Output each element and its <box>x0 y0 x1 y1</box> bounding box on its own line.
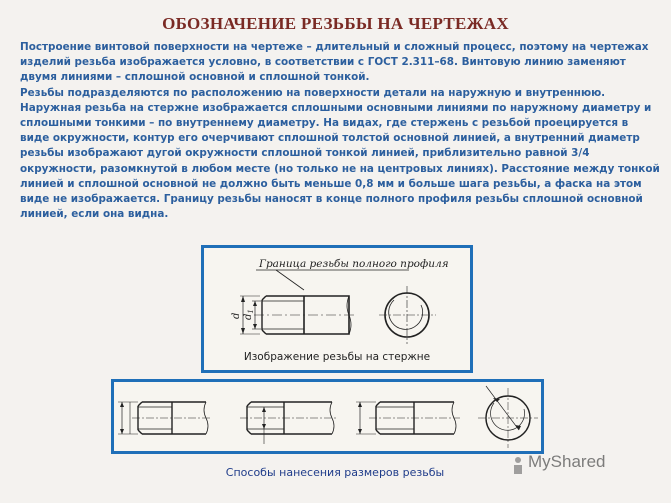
arrow-d1-top <box>253 301 257 306</box>
arrow-d-bottom <box>241 328 245 334</box>
rod-variant-3 <box>356 402 460 434</box>
figure1-caption: Изображение резьбы на стержне <box>243 351 431 363</box>
paragraph-2: Резьбы подразделяются по расположению на поверхности детали на наружную и внутреннюю. <box>20 86 606 99</box>
leader-line <box>276 270 304 290</box>
chamfer-top <box>262 296 266 300</box>
logo-person-icon <box>514 465 522 474</box>
page-title: ОБОЗНАЧЕНИЕ РЕЗЬБЫ НА ЧЕРТЕЖАХ <box>162 14 509 33</box>
rod-variant-2 <box>240 402 338 444</box>
dimension-methods-drawing <box>114 382 541 451</box>
body-text <box>20 40 660 222</box>
figure2-caption: Способы нанесения размеров резьбы <box>225 466 445 479</box>
watermark-text: MyShared <box>528 452 606 471</box>
label-d1-main: d <box>243 313 254 320</box>
paragraph-3: Наружная резьба на стержне изображается сплошными основными линиями по наружному диаметру и сплошными тонкими – по внутреннему диаметру. На видах, где стержень с резьбой проецируется в виде окружности, контур его очерчивают сплошной толстой основной линией, а внутренний диаметр резьбы изображают дугой окружности сплошной тонкой линией, приблизительно равной 3/4 окружности, разомкнутой в любом месте (но только не на центровых линиях). Расстояние между тонкой линией и сплошной основной не должно быть меньше 0,8 мм и больше шага резьбы, а фаска на этом виде не изображается. Границу резьбы наносят в конце полного профиля резьбы сплошной основной линией, если она видна. <box>20 101 660 221</box>
arrow-d-top <box>241 296 245 302</box>
paragraph-1: Построение винтовой поверхности на чертеже – длительный и сложный процесс, поэтому на чертежах изделий резьба изображается условно, в соответствии с ГОСТ 2.311–68. Винтовую линию заменяют двумя линиями – сплошной основной и сплошной тонкой. <box>20 41 649 84</box>
rod-variant-1 <box>118 402 212 434</box>
inner-thread-arc <box>389 300 423 329</box>
logo-dot-icon <box>515 457 521 463</box>
figure-thread-rod <box>201 245 473 373</box>
rod-circle-view <box>478 386 538 448</box>
label-d1-sub: 1 <box>247 309 255 314</box>
arrow-d1-bottom <box>253 324 257 329</box>
label-d: d <box>231 312 242 319</box>
figure-dimension-methods <box>111 379 544 454</box>
label-d1 <box>243 309 255 320</box>
chamfer-bottom <box>262 330 266 334</box>
annotation-text: Граница резьбы полного профиля <box>259 258 449 270</box>
